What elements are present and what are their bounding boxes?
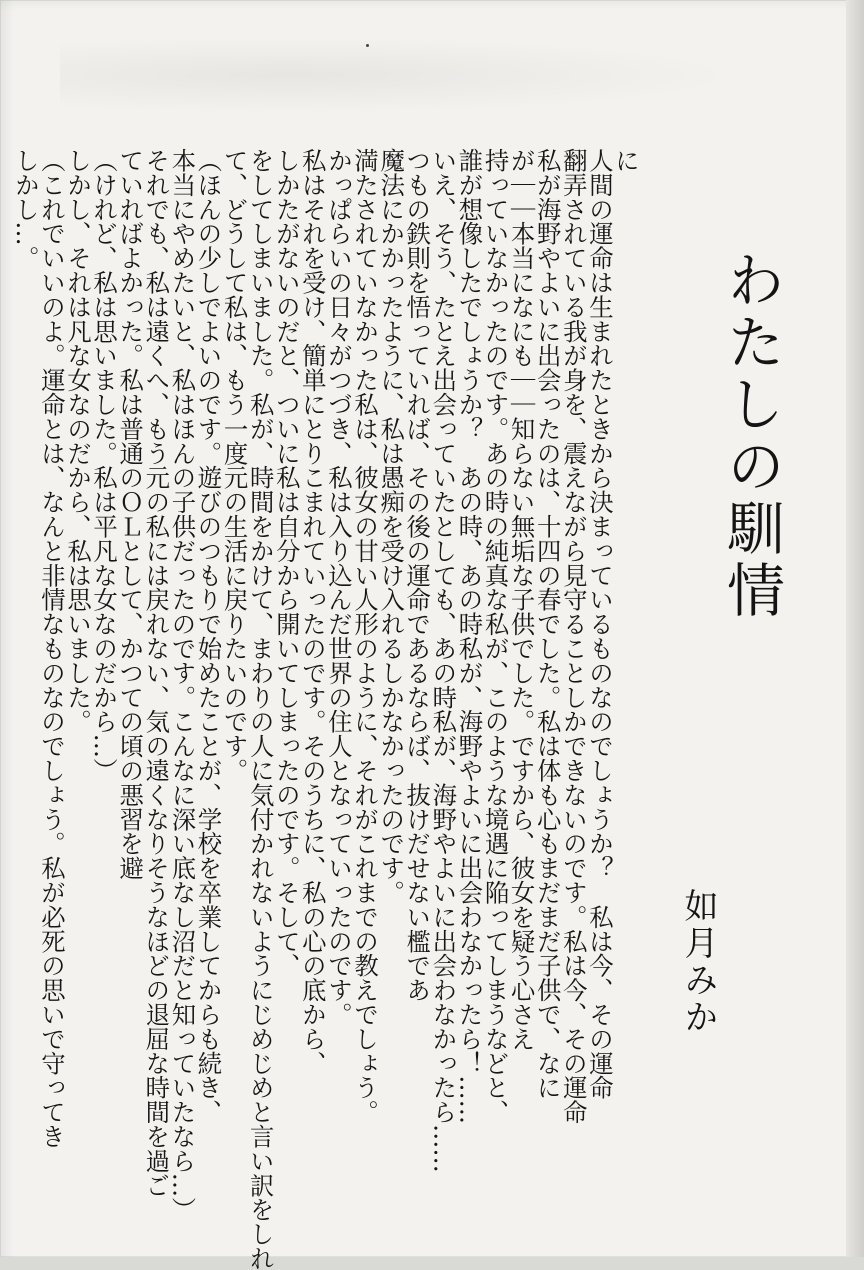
text-line: しかたがないのだと、ついに私は自分から開いてしまったのです。そして、 [271, 148, 301, 978]
text-line: （ほんの少しでよいのです。遊びのつもりで始めたことが、学校を卒業してからも続き、 [193, 148, 223, 1124]
dust-speck [366, 44, 369, 47]
text-line: それでも、私は遠くへ、もう元の私には戻れない、気の遠くなりそうなほどの退屈な時間を過ご [141, 148, 171, 1198]
text-line: 私はそれを受け、簡単にとりこまれていったのです。そのうちに、私の心の底から、 [297, 148, 327, 1076]
text-line: 人間の運命は生まれたときから決まっているものなのでしょうか？ 私は今、その運命 [584, 148, 614, 1100]
body-text [10, 148, 640, 1270]
bleed-through-shadow [60, 30, 820, 120]
text-line: 持っていなかったのです。あの時の純真な私が、このような境遇に陥ってしまうなどと、 [480, 148, 510, 1124]
text-line: 翻弄されている我が身を、震えながら見守ることしかできないのです。私は今、その運命 [558, 148, 588, 1124]
text-line: かっぱらいの日々がつづき、私は入り込んだ世界の住人となっていったのです。 [323, 148, 353, 1027]
text-line: 誰が想像したでしょうか？ あの時、あの時私が、海野やよいに出会わなかったら！…… [454, 148, 484, 1124]
text-line: （これでいいのよ。運命とは、なんと非情なものなのでしょう。私が必死の思いで守ってき [36, 148, 66, 1149]
page-edge [846, 0, 864, 1257]
text-line: 満たされていなかった私は、彼女の甘い人形のように、それがこれまでの教えでしょう。 [350, 148, 380, 1124]
text-line: ていればよかった。私は普通のＯＬとして、かつての頃の悪習を避 [115, 148, 145, 880]
text-line: 魔法にかかったように、私は愚痴を受け入れるしかなかったのです。 [376, 148, 406, 905]
text-line: をしてしまいました。私が、時間をかけて、まわりの人に気付かれないようにじめじめと言い訳をしれ [245, 148, 275, 1270]
text-line: つもの鉄則を悟っていれば、その後の運命であるならば、抜けだせない檻であ [402, 148, 432, 1002]
text-line: が｜｜本当になにも｜｜知らない無垢な子供でした。ですから、彼女を疑う心さえ [506, 148, 536, 1051]
text-line: に [611, 148, 640, 173]
text-line: しかし…。 [10, 148, 40, 270]
text-line: 私が海野やよいに出会ったのは、十四の春でした。私は体も心もまだまだ子供で、なに [532, 148, 562, 1100]
text-line: 本当にやめたいと、私はほんの子供だったのです。こんなに深い底なし沼だと知っていたなら…） [167, 148, 197, 1222]
page-title: わたしの馴情 [717, 250, 785, 622]
text-line: いえ、そう、たとえ出会っていたとしても、あの時私が、海野やよいに出会わなかったら…… [428, 148, 458, 1173]
text-line: て、どうして私は、もう一度元の生活に戻りたいのです。 [219, 148, 249, 783]
text-line: （けれど、私は思いました。私は平凡な女なのだから…） [89, 148, 119, 783]
text-line: しかし、それは凡な女なのだから、私は思いました。 [63, 148, 93, 734]
author-name: 如月みか [678, 888, 718, 1036]
